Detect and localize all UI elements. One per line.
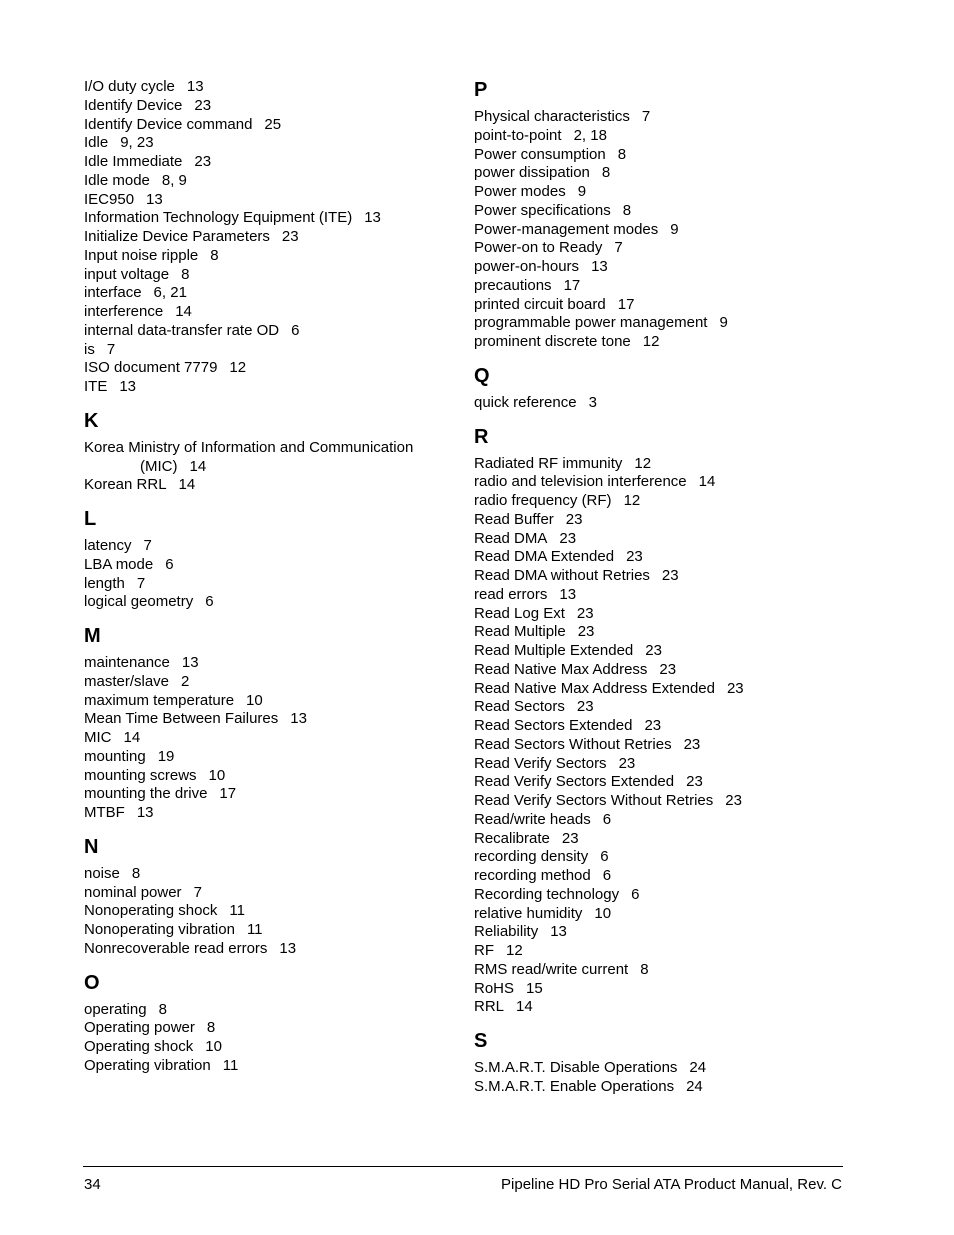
index-letter-heading: P	[474, 79, 488, 101]
index-term: recording density	[474, 848, 589, 866]
index-term: Korean RRL	[84, 476, 167, 494]
index-entry	[474, 492, 854, 511]
index-term: programmable power management	[474, 314, 708, 332]
index-page-refs: 23	[565, 510, 583, 528]
index-entry	[84, 1057, 454, 1076]
index-entry	[84, 593, 454, 612]
index-term: relative humidity	[474, 904, 583, 922]
index-term: Read DMA Extended	[474, 548, 615, 566]
index-entry	[84, 247, 454, 266]
index-entry	[474, 736, 854, 755]
index-entry	[84, 1038, 454, 1057]
index-entry	[474, 202, 854, 221]
index-entry	[474, 980, 854, 999]
index-entry	[84, 322, 454, 341]
index-entry	[474, 717, 854, 736]
index-column-right	[474, 78, 854, 1097]
index-term: radio and television interference	[474, 473, 687, 491]
index-term: Read Verify Sectors Extended	[474, 773, 675, 791]
index-page-refs: 23	[561, 829, 579, 847]
index-page-refs: 25	[264, 115, 282, 133]
index-entry	[474, 1059, 854, 1078]
index-term: Input noise ripple	[84, 246, 199, 264]
index-page-refs: 11	[222, 1056, 239, 1074]
index-term: Identify Device	[84, 96, 183, 114]
index-term: radio frequency (RF)	[474, 492, 612, 509]
index-term: prominent discrete tone	[474, 333, 631, 350]
index-entry	[474, 830, 854, 849]
index-entry	[474, 511, 854, 530]
index-page-refs: 23	[644, 717, 662, 734]
index-entry	[474, 277, 854, 296]
index-page-refs: 8	[181, 265, 190, 283]
index-term: Identify Device command	[84, 115, 253, 133]
index-page-refs: 11	[246, 921, 263, 938]
index-term: MIC	[84, 729, 112, 746]
index-term: Mean Time Between Failures	[84, 710, 279, 728]
index-page-refs: 7	[193, 883, 202, 901]
index-column-left	[84, 78, 454, 1076]
index-page-refs: 6	[602, 810, 612, 828]
index-term: Physical characteristics	[474, 108, 630, 125]
index-term: logical geometry	[84, 593, 194, 611]
index-entry	[474, 923, 854, 942]
index-page-refs: 23	[726, 679, 744, 697]
index-term: Read Sectors Without Retries	[474, 735, 672, 753]
index-page-refs: 8, 9	[161, 171, 187, 189]
index-term-continuation-text: (MIC)	[140, 457, 178, 475]
index-page-refs: 13	[186, 78, 204, 95]
index-term: ITE	[84, 378, 108, 395]
index-entry	[84, 729, 454, 748]
index-page-refs: 23	[686, 773, 703, 791]
index-page-refs: 13	[119, 378, 137, 395]
index-entry	[474, 773, 854, 792]
index-page-refs: 8	[206, 1019, 216, 1037]
index-term: Recording technology	[474, 885, 620, 903]
index-term: LBA mode	[84, 555, 154, 573]
index-page-refs: 23	[576, 604, 594, 622]
index-term: Operating shock	[84, 1038, 194, 1055]
index-page-refs: 14	[123, 729, 141, 746]
index-entry	[474, 164, 854, 183]
index-page-refs: 23	[725, 792, 742, 809]
index-entry	[84, 692, 454, 711]
index-term: Power-management modes	[474, 220, 659, 238]
index-page-refs: 10	[205, 1038, 222, 1055]
index-entry	[474, 473, 854, 492]
index-entry	[84, 284, 454, 303]
index-page-refs: 24	[686, 1077, 703, 1095]
index-entry	[474, 108, 854, 127]
index-entry	[84, 902, 454, 921]
index-term: mounting the drive	[84, 785, 208, 803]
index-entry	[474, 146, 854, 165]
index-entry	[84, 673, 454, 692]
index-term: recording method	[474, 867, 591, 884]
index-entry	[474, 998, 854, 1017]
index-page-refs: 12	[506, 942, 523, 959]
index-letter-heading: S	[474, 1030, 488, 1052]
index-entry	[474, 755, 854, 774]
index-term: Idle	[84, 134, 109, 152]
index-term: RoHS	[474, 979, 515, 997]
index-letter-heading: N	[84, 835, 99, 858]
index-term: Initialize Device Parameters	[84, 228, 270, 245]
index-page-refs: 6	[600, 848, 609, 866]
index-page-refs: 13	[146, 190, 163, 208]
index-entry	[474, 661, 854, 680]
index-page-refs: 23	[618, 754, 636, 772]
index-term: precautions	[474, 276, 552, 294]
index-page-refs: 23	[626, 548, 643, 566]
index-entry	[84, 537, 454, 556]
index-page-refs: 13	[364, 209, 381, 227]
index-term: noise	[84, 864, 120, 882]
index-letter-heading: M	[84, 625, 101, 647]
index-entry	[474, 394, 854, 413]
index-entry	[474, 605, 854, 624]
index-term: MTBF	[84, 804, 125, 821]
index-entry	[84, 153, 454, 172]
index-entry	[474, 586, 854, 605]
index-entry	[84, 228, 454, 247]
index-entry	[84, 116, 454, 135]
index-page-refs: 11	[229, 902, 245, 920]
index-entry	[84, 191, 454, 210]
index-term: Read Log Ext	[474, 604, 565, 622]
index-term: Recalibrate	[474, 829, 550, 847]
index-term: power-on-hours	[474, 258, 580, 275]
index-page-refs: 10	[246, 691, 263, 709]
index-page-refs: 8	[640, 960, 649, 978]
index-entry	[474, 183, 854, 202]
index-entry	[84, 710, 454, 729]
index-term: Read Multiple	[474, 623, 566, 641]
index-entry	[84, 575, 454, 594]
index-term: Read Buffer	[474, 510, 554, 528]
index-entry	[84, 476, 454, 495]
index-entry	[84, 172, 454, 191]
index-term: internal data-transfer rate OD	[84, 321, 280, 339]
index-page-refs: 14	[698, 473, 716, 491]
index-letter-heading: Q	[474, 364, 490, 387]
index-term: input voltage	[84, 265, 170, 283]
index-entry	[84, 1019, 454, 1038]
index-term: Read Verify Sectors Without Retries	[474, 792, 714, 809]
index-entry	[474, 698, 854, 717]
index-term: Read Multiple Extended	[474, 642, 634, 659]
index-term: Operating power	[84, 1019, 195, 1037]
index-page-refs: 15	[526, 979, 543, 997]
index-entry	[84, 439, 454, 477]
index-term: RRL	[474, 998, 505, 1016]
index-term: Power-on to Ready	[474, 239, 603, 257]
index-page-refs: 9	[577, 183, 587, 200]
index-term: interference	[84, 303, 164, 320]
index-entry	[474, 961, 854, 980]
index-term: Idle mode	[84, 171, 150, 189]
index-entry	[474, 623, 854, 642]
index-page-refs: 8	[131, 864, 141, 882]
index-page-refs: 9	[670, 220, 679, 238]
index-entry	[474, 314, 854, 333]
index-term: Power consumption	[474, 145, 606, 163]
index-page-refs: 8	[158, 1000, 167, 1018]
index-entry	[84, 785, 454, 804]
index-term: Radiated RF immunity	[474, 454, 623, 472]
index-term: Read DMA without Retries	[474, 567, 650, 584]
index-letter-heading: O	[84, 971, 100, 994]
index-page-refs: 6, 21	[153, 284, 187, 302]
index-page-refs: 8	[617, 145, 627, 163]
index-entry	[84, 884, 454, 903]
index-entry	[474, 258, 854, 277]
index-term: master/slave	[84, 672, 170, 690]
index-page-refs: 17	[219, 785, 237, 803]
index-term: latency	[84, 537, 132, 554]
index-letter-heading: K	[84, 409, 99, 432]
index-page-refs: 12	[634, 454, 652, 472]
index-page-refs: 13	[136, 804, 154, 821]
index-page-refs: 8	[601, 164, 611, 182]
index-entry	[474, 296, 854, 315]
index-page-refs: 12	[229, 359, 247, 377]
index-entry	[474, 567, 854, 586]
index-page-refs: 12	[642, 333, 660, 350]
index-page-refs: 17	[563, 276, 581, 294]
index-term: Power specifications	[474, 201, 611, 219]
index-term: IEC950	[84, 190, 135, 208]
index-page-refs: 7	[614, 239, 623, 257]
index-page-refs: 7	[641, 108, 651, 125]
index-page-refs: 8	[622, 201, 632, 219]
index-page-refs: 23	[194, 96, 212, 114]
index-entry	[474, 905, 854, 924]
index-page-refs: 6	[165, 555, 174, 573]
index-term: printed circuit board	[474, 295, 606, 313]
index-entry	[474, 811, 854, 830]
index-page-refs: 12	[623, 492, 641, 509]
index-page-refs: 14	[178, 476, 196, 494]
index-term: RF	[474, 942, 494, 959]
index-term-continuation	[84, 458, 454, 477]
index-term: Read/write heads	[474, 810, 591, 828]
index-page-refs: 14	[175, 303, 192, 320]
index-page-refs: 13	[559, 585, 577, 603]
index-term: S.M.A.R.T. Enable Operations	[474, 1077, 675, 1095]
index-term: I/O duty cycle	[84, 78, 175, 95]
index-page-refs: 23	[659, 660, 677, 678]
index-page-refs: 6	[205, 593, 214, 611]
index-term: mounting screws	[84, 766, 197, 784]
index-entry	[474, 221, 854, 240]
index-term: Read DMA	[474, 529, 548, 547]
index-entry	[84, 767, 454, 786]
index-entry	[474, 680, 854, 699]
index-entry	[474, 867, 854, 886]
index-term: Read Verify Sectors	[474, 754, 607, 772]
index-term: operating	[84, 1000, 147, 1018]
index-term: Operating vibration	[84, 1056, 211, 1074]
index-page-refs: 13	[290, 710, 307, 728]
index-entry	[84, 303, 454, 322]
index-term: length	[84, 574, 125, 592]
index-page-refs: 23	[577, 623, 595, 641]
index-term: Read Sectors	[474, 698, 565, 716]
index-term: Power modes	[474, 183, 566, 200]
index-page-refs: 23	[559, 529, 577, 547]
index-page-refs: 10	[594, 904, 612, 922]
index-term: Nonoperating shock	[84, 902, 218, 920]
index-entry	[84, 78, 454, 97]
index-term: read errors	[474, 585, 548, 603]
index-term: Information Technology Equipment (ITE)	[84, 209, 353, 227]
index-term: nominal power	[84, 883, 182, 901]
index-term: Read Sectors Extended	[474, 717, 633, 734]
index-page-refs: 23	[281, 228, 299, 245]
index-page-refs: 6	[602, 867, 612, 884]
page-number: 34	[84, 1176, 101, 1193]
index-page-refs: 19	[157, 747, 175, 765]
index-term: power dissipation	[474, 164, 590, 182]
index-term: Nonoperating vibration	[84, 921, 235, 938]
index-entry	[474, 127, 854, 146]
index-page-refs: 23	[576, 698, 594, 716]
index-letter-heading: L	[84, 508, 97, 530]
index-entry	[84, 97, 454, 116]
index-page-refs: 13	[550, 923, 567, 941]
index-page-refs: 8	[210, 246, 219, 264]
index-page-refs: 3	[588, 393, 597, 411]
index-entry	[84, 266, 454, 285]
index-term: Nonrecoverable read errors	[84, 939, 268, 957]
index-page-refs: 2	[181, 672, 190, 690]
index-entry	[84, 940, 454, 959]
index-page-refs: 17	[617, 295, 635, 313]
index-entry	[474, 239, 854, 258]
index-entry	[84, 654, 454, 673]
index-entry	[84, 378, 454, 397]
index-entry	[84, 209, 454, 228]
index-entry	[474, 886, 854, 905]
index-page-refs: 13	[279, 939, 297, 957]
index-entry	[84, 556, 454, 575]
index-entry	[84, 341, 454, 360]
index-entry	[84, 921, 454, 940]
index-page-refs: 7	[143, 537, 152, 554]
index-page-refs: 23	[645, 642, 662, 659]
index-entry	[84, 1001, 454, 1020]
index-entry	[84, 865, 454, 884]
index-entry	[84, 359, 454, 378]
index-term: Idle Immediate	[84, 153, 183, 170]
index-entry	[474, 848, 854, 867]
index-term: interface	[84, 284, 142, 302]
index-page-refs: 9	[719, 314, 728, 332]
index-page-refs: 7	[106, 340, 116, 358]
index-entry	[474, 792, 854, 811]
index-page-refs: 14	[516, 998, 533, 1016]
index-term: Korea Ministry of Information and Communication	[84, 438, 414, 456]
index-entry	[474, 530, 854, 549]
footer-rule	[83, 1166, 843, 1167]
document-title: Pipeline HD Pro Serial ATA Product Manual, Rev. C	[501, 1176, 842, 1193]
index-entry	[84, 804, 454, 823]
index-term: is	[84, 340, 95, 358]
index-term: maximum temperature	[84, 691, 235, 709]
index-term: Read Native Max Address Extended	[474, 679, 715, 697]
index-page-refs: 23	[194, 153, 212, 170]
index-entry	[474, 642, 854, 661]
index-page-refs: 9, 23	[120, 134, 154, 152]
index-page-refs: 14	[189, 457, 207, 475]
index-entry	[474, 333, 854, 352]
index-term: RMS read/write current	[474, 960, 629, 978]
index-entry	[474, 1078, 854, 1097]
index-page-refs: 6	[291, 321, 300, 339]
index-entry	[474, 942, 854, 961]
index-term: Reliability	[474, 923, 539, 941]
index-entry	[84, 748, 454, 767]
index-term: point-to-point	[474, 126, 562, 144]
index-term: S.M.A.R.T. Disable Operations	[474, 1059, 678, 1076]
index-page-refs: 7	[136, 574, 146, 592]
index-entry	[474, 548, 854, 567]
index-page-refs: 24	[689, 1059, 707, 1076]
index-page-refs: 23	[661, 567, 679, 584]
index-page-refs: 6	[631, 885, 640, 903]
index-letter-heading: R	[474, 425, 489, 448]
index-page-refs: 13	[181, 654, 199, 671]
index-page-refs: 2, 18	[573, 126, 607, 144]
index-term: mounting	[84, 747, 146, 765]
index-page-refs: 13	[591, 258, 608, 275]
index-page-refs: 23	[683, 735, 701, 753]
index-entry	[474, 455, 854, 474]
index-page-refs: 10	[208, 766, 226, 784]
index-entry	[84, 134, 454, 153]
index-term: Read Native Max Address	[474, 660, 648, 678]
index-term: ISO document 7779	[84, 359, 218, 377]
index-term: quick reference	[474, 393, 577, 411]
index-term: maintenance	[84, 654, 170, 671]
